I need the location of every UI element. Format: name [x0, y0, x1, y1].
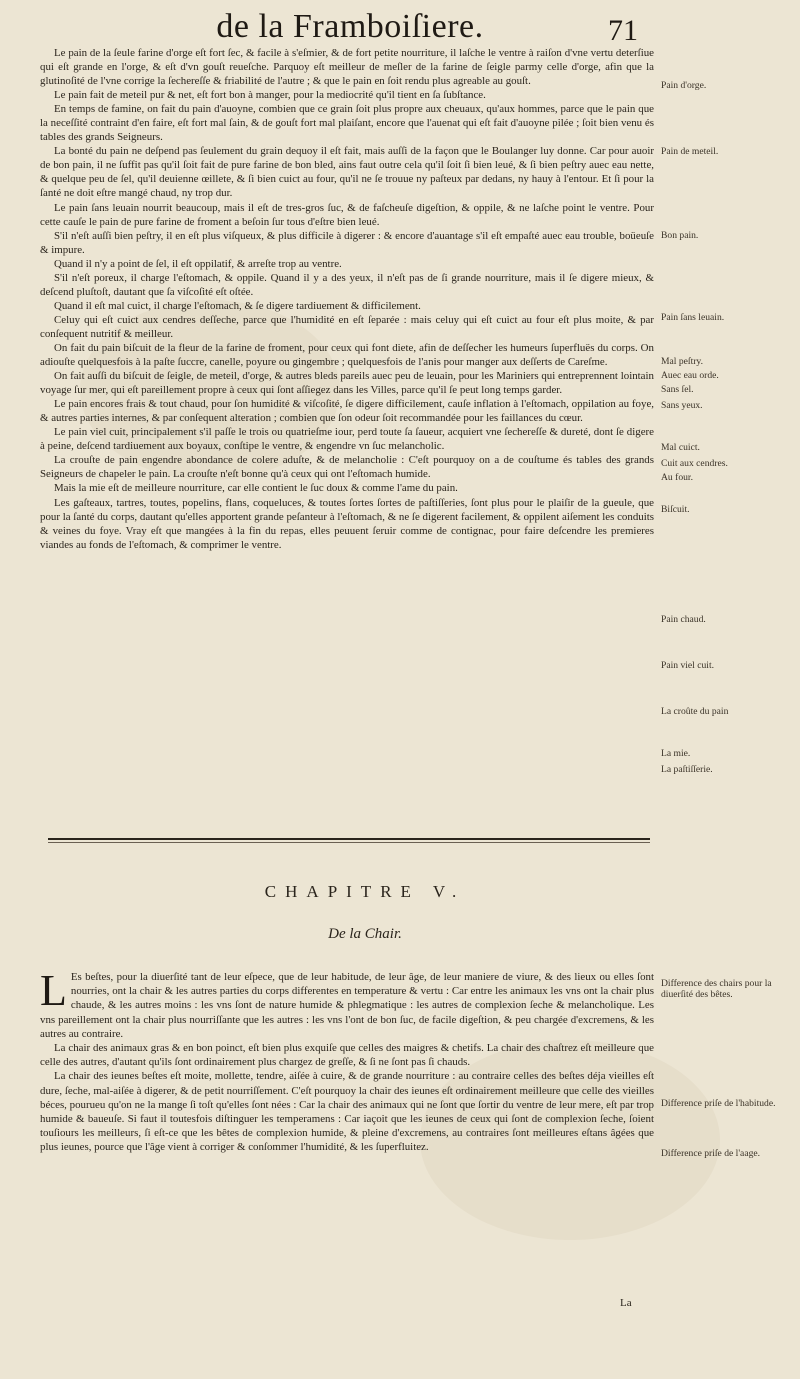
margin-note: Cuit aux cendres. — [661, 458, 728, 469]
paragraph: Quand il eſt mal cuict, il charge l'eſtomach, & ſe digere tardiuement & difficilement. — [54, 299, 421, 312]
margin-note: Biſcuit. — [661, 504, 690, 515]
margin-note: Sans ſel. — [661, 384, 694, 395]
margin-note: La croûte du pain — [661, 706, 729, 717]
paragraph: On fait du pain biſcuit de la fleur de la farine de froment, pour ceux qui font diete, afin de deſſecher les humeurs ſuperfluës du corps. On adiouſte quelquesfois à la paſte ſuccre, canelle, poyure ou gingembre ; quelquesfois de l'anis pour manger aux deſſerts de Careſme. — [40, 341, 654, 369]
margin-note: Auec eau orde. — [661, 370, 719, 381]
paragraph: S'il n'eſt poreux, il charge l'eſtomach, & oppile. Quand il y a des yeux, il n'eſt pas de ſi grande nourriture, mais il ſe digere mieux, & deſcend pluſtoſt, dautant que ſa viſcoſité eſt oſtée. — [40, 271, 654, 298]
paragraph: Mais la mie eſt de meilleure nourriture, car elle contient le ſuc doux & comme l'ame du pain. — [54, 482, 458, 495]
running-title: de la Framboiſiere. — [216, 8, 484, 45]
paragraph: La chair des ieunes beſtes eſt moite, mollette, tendre, aiſée à cuire, & de grande nourriture : au contraire celles des beſtes déja vieilles eſt dure, ſeche, mal-aiſée à digerer, & de petit nourriſſement. C'eſt pourquoy la chair des ieunes eſt ordinairement meilleure que celle des vieilles béces, pourueu qu'on ne la mange ſi toſt qu'elles ſont nées : Car la chair des animaux qui ne ſont que ſortir du ventre de leur mere, eſt par trop humide & baueuſe. Si faut il toutesfois diſtinguer les temperamens : Car iaçoit que les ieunes de ceux qui ſont de complexion ſeche, ſoient touſiours les meilleurs, ſi eſt-ce que les bêtes de complexion humide, & pleine d'excremens, au contraires ſont meilleures eſtans âgées que plus ieunes, pource que l'âge vient à corriger & conſommer l'humidité, & les ſuperfluitez. — [40, 1070, 654, 1154]
margin-note: La paſtiſſerie. — [661, 764, 713, 775]
margin-note: Sans yeux. — [661, 400, 703, 411]
page-number: 71 — [608, 14, 638, 47]
margin-note: Pain chaud. — [661, 614, 706, 625]
margin-note: Mal cuict. — [661, 442, 700, 453]
section-rule — [48, 838, 650, 840]
chapter-subtitle: De la Chair. — [328, 926, 402, 942]
margin-note: Difference priſe de l'habitude. — [661, 1098, 776, 1109]
paragraph: Le pain viel cuit, principalement s'il paſſe le trois ou quatrieſme iour, perd toute ſa ſaueur, acquiert vne ſechereſſe & dureté, dont ſe digere à peine, deſcend tardiuement aux boyaux, conſtipe le ventre, & engendre vn ſuc melancholic. — [40, 426, 654, 453]
section-rule-thin — [48, 842, 650, 843]
paragraph: Les gaſteaux, tartres, toutes, popelins, flans, coqueluces, & toutes ſortes ſortes de paſtiſſeries, ſont plus pour le plaiſir de la gueule, que pour la ſanté du corps, dautant qu'elles apportent grande peſanteur à l'eſtomach, & ne ſe digerent facilement, & oppilent aiſement les conduits & veines du foye. Vray eſt que mangées à la fin du repas, elles peuuent ſeruir comme de contignac, pour faire deſcendre les premieres viandes au fonds de l'eſtomach, & comprimer le ventre. — [40, 496, 654, 551]
margin-note: Pain viel cuit. — [661, 660, 715, 671]
body-text-chapter — [40, 966, 654, 1155]
catchword: La — [620, 1297, 632, 1309]
margin-note: Pain ſans leuain. — [661, 312, 725, 323]
margin-note: Mal peſtry. — [661, 356, 704, 367]
drop-cap: L — [40, 966, 67, 1015]
paragraph: La chair des animaux gras & en bon poinct, eſt bien plus exquiſe que celles des maigres & chetifs. La chair des chaſtrez eſt meilleure que celle des autres, d'autant qu'ils ſont ordinairement plus chargez de greſſe, & ſi ne ſont pas ſi chauds. — [40, 1042, 654, 1069]
paragraph: S'il n'eſt auſſi bien peſtry, il en eſt plus viſqueux, & plus difficile à digerer : & encore d'auantage s'il eſt empaſté auec eau trouble, boüeuſe & impure. — [40, 229, 654, 256]
paragraph-first — [40, 966, 654, 1041]
margin-note: Difference priſe de l'aage. — [661, 1148, 761, 1159]
paragraph-first-text: Es beſtes, pour la diuerſité tant de leur eſpece, que de leur habitude, de leur âge, de leur maniere de viure, & des lieux ou elles ſont nourries, ont la chair & les autres parties du corps differentes en temperature & vertu : Car entre les animaux les vns ont la chair plus chaude, & les autres moins : les vns ſont de nature humide & phlegmatique : les autres de complexion ſeche & melancholique. Les vns pareillement ont la chair plus nourriſſante que les autres : les vns l'ont de bon ſuc, de facile digeſtion, & peu chargée d'excremens, & les autres au contraire. — [40, 971, 654, 1040]
paragraph: On fait auſſi du biſcuit de ſeigle, de meteil, d'orge, & autres bleds pareils auec peu de leuain, pour les Mariniers qui entreprennent lointain voyage ſur mer, qui eſt pareillement propre à ceux qui ſont aſſiegez dans les Villes, parce qu'il ſe peut long temps garder. — [40, 370, 654, 397]
paragraph: Quand il n'y a point de ſel, il eſt oppilatif, & arreſte trop au ventre. — [54, 257, 342, 270]
margin-note: Pain de meteil. — [661, 146, 719, 157]
paragraph: Le pain de la ſeule farine d'orge eſt fort ſec, & facile à s'eſmier, & de fort petite nourriture, il laſche le ventre à raiſon d'vne vertu deterſiue qui eſt grande en l'orge, & eſt d'vn gouſt reueſche. Parquoy eſt meilleur de meſler de la farine de ſeigle parmy celle d'orge, afin que la glutinoſité de l'vne corrige la ſechereſſe & friabilité de l'autre ; & que le pain en ſoit rendu plus agreable au gouſt. — [40, 47, 654, 88]
paragraph: Le pain ſans leuain nourrit beaucoup, mais il eſt de tres-gros ſuc, & de faſcheuſe digeſtion, & oppile, & ne laſche point le ventre. Pour cette cauſe le pain de pure farine de froment a beſoin ſur tous d'eſtre bien leué. — [40, 201, 654, 228]
paragraph: Celuy qui eſt cuict aux cendres deſſeche, parce que l'humidité en eſt ſeparée : mais celuy qui eſt cuict au four eſt plus moite, & par conſequent nutritif & meilleur. — [40, 313, 654, 340]
paragraph: La bonté du pain ne deſpend pas ſeulement du grain dequoy il eſt fait, mais auſſi de la façon que le Boulanger luy donne. Car pour auoir de bon pain, il ne ſuffit pas qu'il ſoit fait de pure farine de bon bled, ains faut outre cela qu'il ſoit ſi bien leué, & ſi bien peſtry auec eau nette, & quelque peu de ſel, qu'il deuienne œillete, & ſi bien cuict au four, qu'il ne ſe trouue ny paſteux par dedans, ny hauy à l'entour. Et ſi pour la ſanté ne doit eſtre mangé chaud, ny trop dur. — [40, 145, 654, 200]
margin-note: Difference des chairs pour la diuerſité des bêtes. — [661, 978, 772, 1000]
paragraph: La crouſte de pain engendre abondance de colere aduſte, & de melancholie : C'eſt pourquoy on a de couſtume és tables des grands Seigneurs de chapeler le pain. La crouſte n'eſt bonne qu'à ceux qui ont l'eſtomach humide. — [40, 454, 654, 481]
margin-note: Pain d'orge. — [661, 80, 707, 91]
paragraph: Le pain fait de meteil pur & net, eſt fort bon à manger, pour la mediocrité qu'il tient en ſa ſubſtance. — [54, 89, 486, 102]
body-text-top — [40, 46, 654, 552]
chapter-heading: CHAPITRE V. — [264, 882, 466, 901]
paragraph: En temps de famine, on fait du pain d'auoyne, combien que ce grain ſoit plus propre aux cheuaux, qu'aux hommes, parce que le pain que la neceſſité contraint d'en faire, eſt fort mal ſain, & de gouſt fort mal plaiſant, encore que l'auenat qui eſt fait d'auoyne pilée ; ſoit bien venu és tables des grands Seigneurs. — [40, 103, 654, 144]
margin-note: Au four. — [661, 472, 693, 483]
margin-note: La mie. — [661, 748, 691, 759]
paragraph: Le pain encores frais & tout chaud, pour ſon humidité & viſcoſité, ſe digere difficilement, cauſe inflation à l'eſtomach, oppilation au foye, & autres parties internes, & par conſequent alteration ; combien que ſon odeur ſoit recommandée pour les faillances du cœur. — [40, 398, 654, 425]
margin-notes — [661, 0, 795, 1379]
margin-note: Bon pain. — [661, 230, 699, 241]
